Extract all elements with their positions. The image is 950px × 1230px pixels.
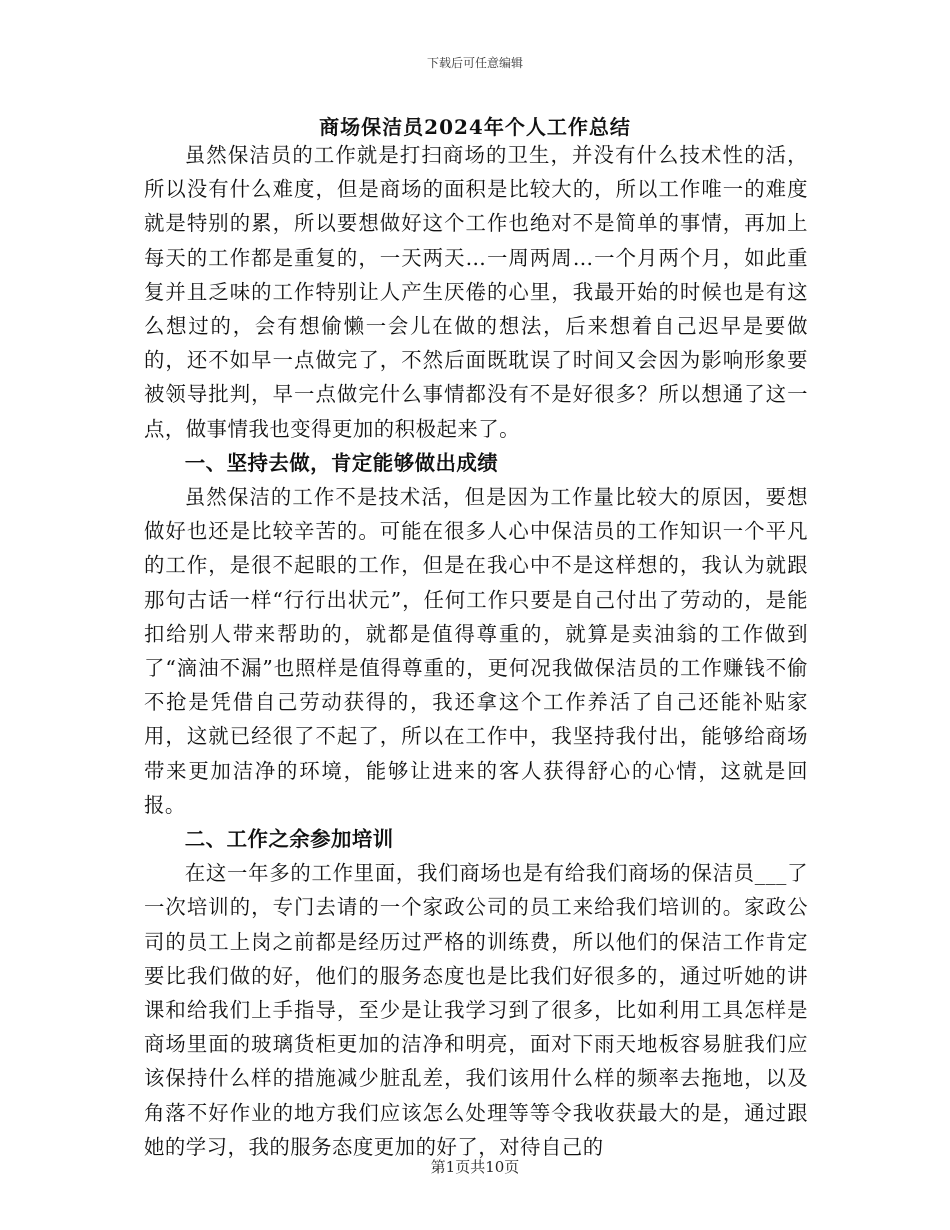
intro-paragraph: 虽然保洁员的工作就是打扫商场的卫生，并没有什么技术性的活，所以没有什么难度，但是商场的面积是比较大的，所以工作唯一的难度就是特别的累，所以要想做好这个工作也绝对不是简单的事情，再加上每天的工作都是重复的，一天两天…一周两周…一个月两个月，如此重复并且乏味的工作特别让人产生厌倦的心里，我最开始的时候也是有这么想过的，会有想偷懒一会儿在做的想法，后来想着自己迟早是要做的，还不如早一点做完了，不然后面既耽误了时间又会因为影响形象要被领导批判，早一点做完什么事情都没有不是好很多？所以想通了这一点，做事情我也变得更加的积极起来了。 (144, 143, 808, 441)
section-heading-1: 一、坚持去做，肯定能够做出成绩 (184, 450, 499, 475)
section-1-paragraph: 虽然保洁的工作不是技术活，但是因为工作量比较大的原因，要想做好也还是比较辛苦的。可能在很多人心中保洁员的工作知识一个平凡的工作，是很不起眼的工作，但是在我心中不是这样想的，我认为就跟那句古话一样“行行出状元”，任何工作只要是自己付出了劳动的，是能扣给别人带来帮助的，就都是值得尊重的，就算是卖油翁的工作做到了“滴油不漏”也照样是值得尊重的，更何况我做保洁员的工作赚钱不偷不抢是凭借自己劳动获得的，我还拿这个工作养活了自己还能补贴家用，这就已经很了不起了，所以在工作中，我坚持我付出，能够给商场带来更加洁净的环境，能够让进来的客人获得舒心的心情，这就是回报。 (144, 485, 808, 817)
page-indicator: 第1页共10页 (430, 1158, 520, 1176)
header-note: 下载后可任意编辑 (426, 56, 523, 70)
section-heading-2: 二、工作之余参加培训 (184, 827, 394, 852)
document-title: 商场保洁员2024年个人工作总结 (319, 115, 631, 139)
document-body (144, 138, 808, 1164)
section-2-paragraph: 在这一年多的工作里面，我们商场也是有给我们商场的保洁员___了一次培训的，专门去请的一个家政公司的员工来给我们培训的。家政公司的员工上岗之前都是经历过严格的训练费，所以他们的保洁工作肯定要比我们做的好，他们的服务态度也是比我们好很多的，通过听她的讲课和给我们上手指导，至少是让我学习到了很多，比如利用工具怎样是商场里面的玻璃货柜更加的洁净和明亮，面对下雨天地板容易脏我们应该保持什么样的措施减少脏乱差，我们该用什么样的频率去拖地，以及角落不好作业的地方我们应该怎么处理等等令我收获最大的是，通过跟她的学习，我的服务态度更加的好了，对待自己的 (144, 861, 808, 1159)
